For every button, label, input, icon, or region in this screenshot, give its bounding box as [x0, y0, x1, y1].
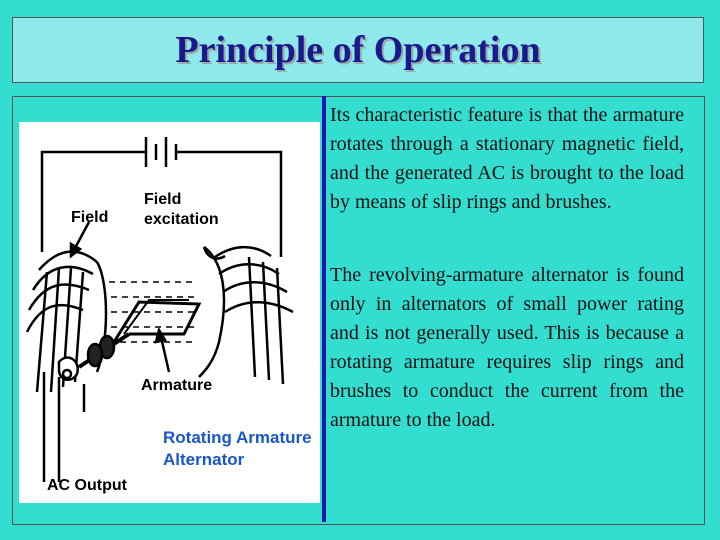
slide-title: Principle of Operation — [175, 29, 541, 71]
text-column — [330, 101, 684, 435]
caption-line-1: Rotating Armature — [163, 428, 312, 447]
field-excitation-label-line2: excitation — [144, 211, 219, 228]
paragraph-2: The revolving-armature alternator is found only in alternators of small power rating and is not generally used. This is because a rotating armature requires slip rings and brushes to conduct the current from the armature to the load. — [330, 264, 684, 431]
caption-line-2: Alternator — [163, 450, 245, 469]
diagram-caption — [163, 427, 312, 471]
field-excitation-label-line1: Field — [144, 191, 182, 208]
armature-label: Armature — [141, 377, 213, 394]
paragraph-1: Its characteristic feature is that the armature rotates through a stationary magnetic field, and the generated AC is brought to the load by means of slip rings and brushes. — [330, 104, 684, 213]
title-banner — [12, 17, 704, 83]
vertical-divider — [322, 96, 326, 522]
ac-output-label: AC Output — [47, 477, 127, 494]
field-label: Field — [71, 209, 109, 226]
